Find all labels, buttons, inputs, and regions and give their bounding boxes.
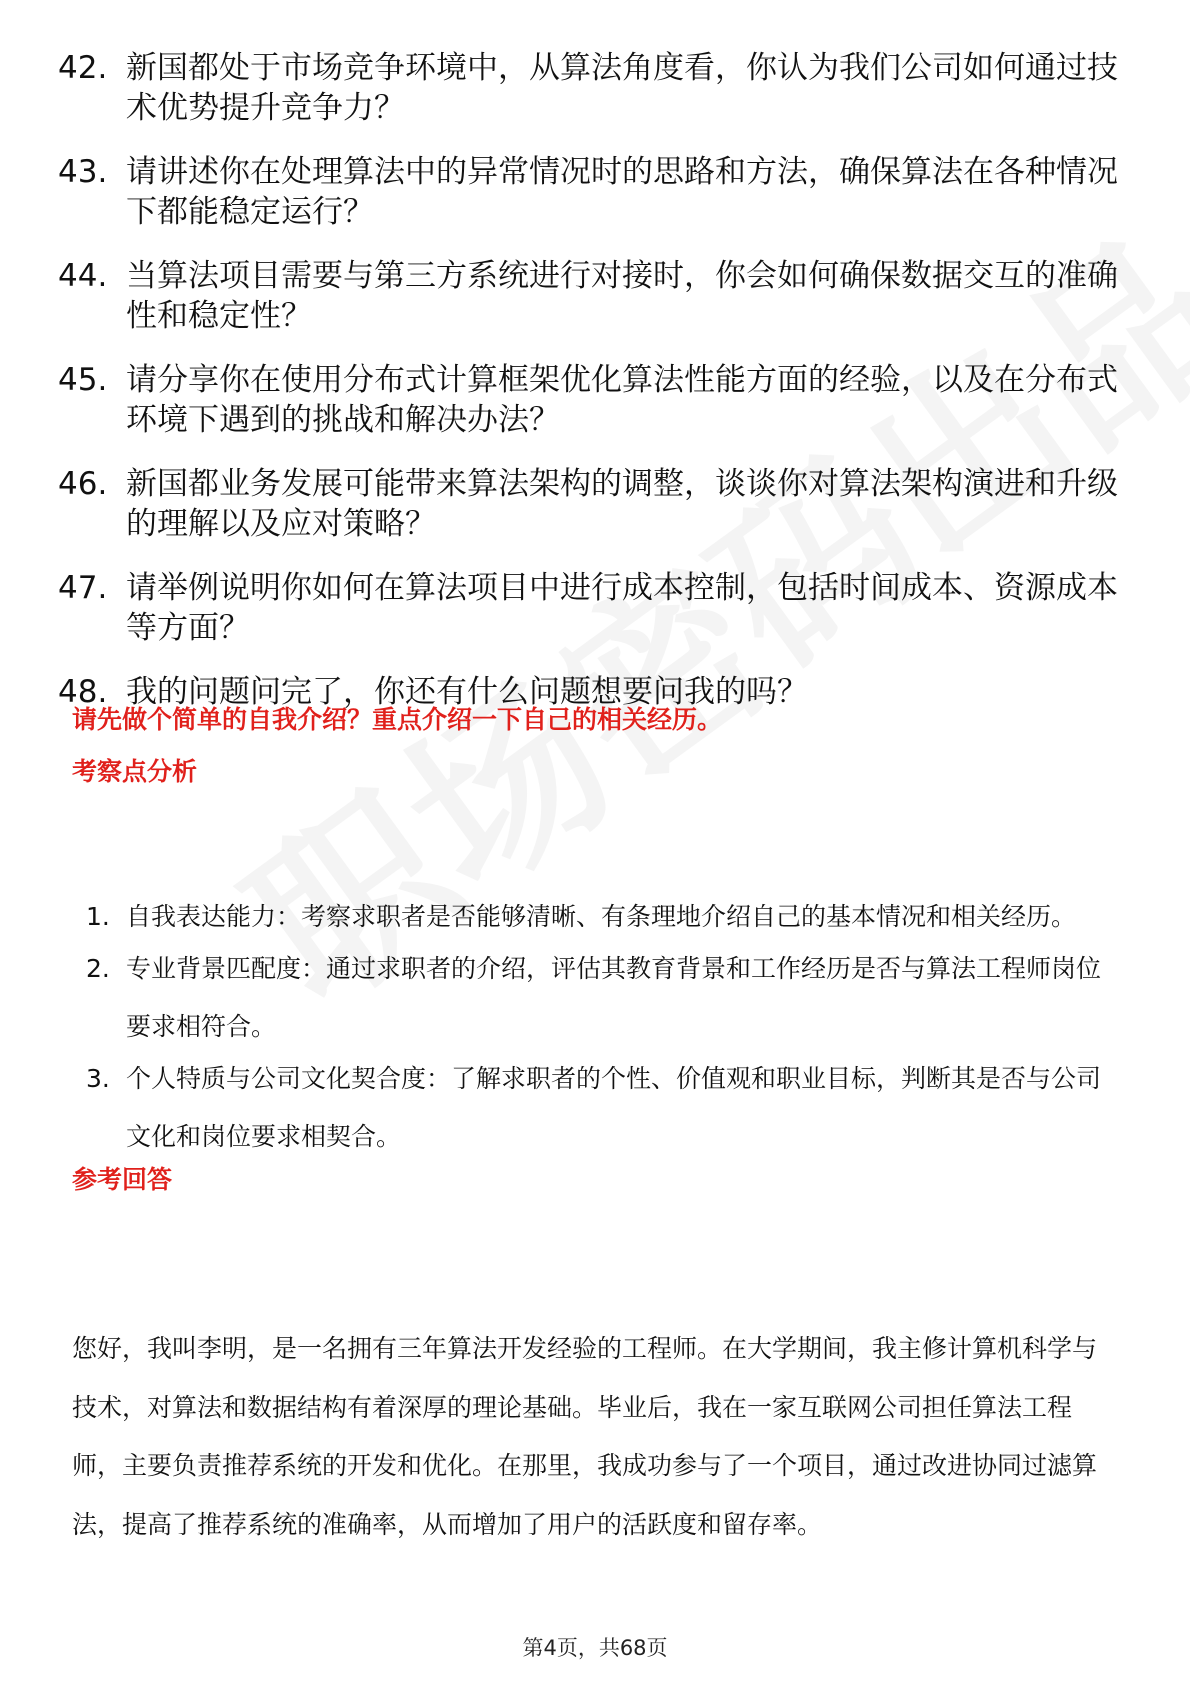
analysis-text: 个人特质与公司文化契合度：了解求职者的个性、价值观和职业目标，判断其是否与公司文化和岗位要求相契合。	[126, 1064, 1102, 1151]
question-text: 新国都处于市场竞争环境中，从算法角度看，你认为我们公司如何通过技术优势提升竞争力？	[126, 50, 1118, 126]
question-text: 请举例说明你如何在算法项目中进行成本控制，包括时间成本、资源成本等方面？	[126, 570, 1118, 646]
question-number: 45.	[58, 362, 108, 398]
question-text: 新国都业务发展可能带来算法架构的调整，谈谈你对算法架构演进和升级的理解以及应对策略？	[126, 466, 1118, 542]
question-number: 48.	[58, 674, 108, 710]
question-number: 43.	[58, 154, 108, 190]
question-number: 46.	[58, 466, 108, 502]
analysis-number: 3.	[86, 1064, 110, 1093]
page-footer: 第4页，共68页	[522, 1636, 668, 1660]
question-item	[58, 360, 1118, 440]
analysis-number: 1.	[86, 902, 110, 931]
answer-paragraph: 您好，我叫李明，是一名拥有三年算法开发经验的工程师。在大学期间，我主修计算机科学与技术，对算法和数据结构有着深厚的理论基础。毕业后，我在一家互联网公司担任算法工程师，主要负责推荐系统的开发和优化。在那里，我成功参与了一个项目，通过改进协同过滤算法，提高了推荐系统的准确率，从而增加了用户的活跃度和留存率。	[72, 1334, 1098, 1539]
analysis-item	[86, 888, 1116, 946]
section-question-heading: 请先做个简单的自我介绍？重点介绍一下自己的相关经历。	[72, 705, 723, 734]
question-number: 44.	[58, 258, 108, 294]
question-number: 47.	[58, 570, 108, 606]
answer-heading: 参考回答	[72, 1165, 173, 1194]
analysis-text: 专业背景匹配度：通过求职者的介绍，评估其教育背景和工作经历是否与算法工程师岗位要求相符合。	[126, 954, 1102, 1041]
analysis-heading: 考察点分析	[72, 757, 198, 786]
question-text: 请分享你在使用分布式计算框架优化算法性能方面的经验，以及在分布式环境下遇到的挑战和解决办法？	[126, 362, 1118, 438]
analysis-text: 自我表达能力：考察求职者是否能够清晰、有条理地介绍自己的基本情况和相关经历。	[126, 902, 1077, 931]
question-number: 42.	[58, 50, 108, 86]
question-item	[58, 48, 1118, 128]
question-text: 当算法项目需要与第三方系统进行对接时，你会如何确保数据交互的准确性和稳定性？	[126, 258, 1118, 334]
analysis-item	[86, 1050, 1116, 1166]
question-item	[58, 152, 1118, 232]
question-item	[58, 256, 1118, 336]
question-text: 请讲述你在处理算法中的异常情况时的思路和方法，确保算法在各种情况下都能稳定运行？	[126, 154, 1118, 230]
question-text: 我的问题问完了，你还有什么问题想要问我的吗？	[126, 674, 808, 710]
analysis-number: 2.	[86, 954, 110, 983]
question-list	[58, 48, 1118, 736]
question-item	[58, 568, 1118, 648]
question-item	[58, 464, 1118, 544]
analysis-list	[86, 888, 1116, 1166]
analysis-item	[86, 940, 1116, 1056]
